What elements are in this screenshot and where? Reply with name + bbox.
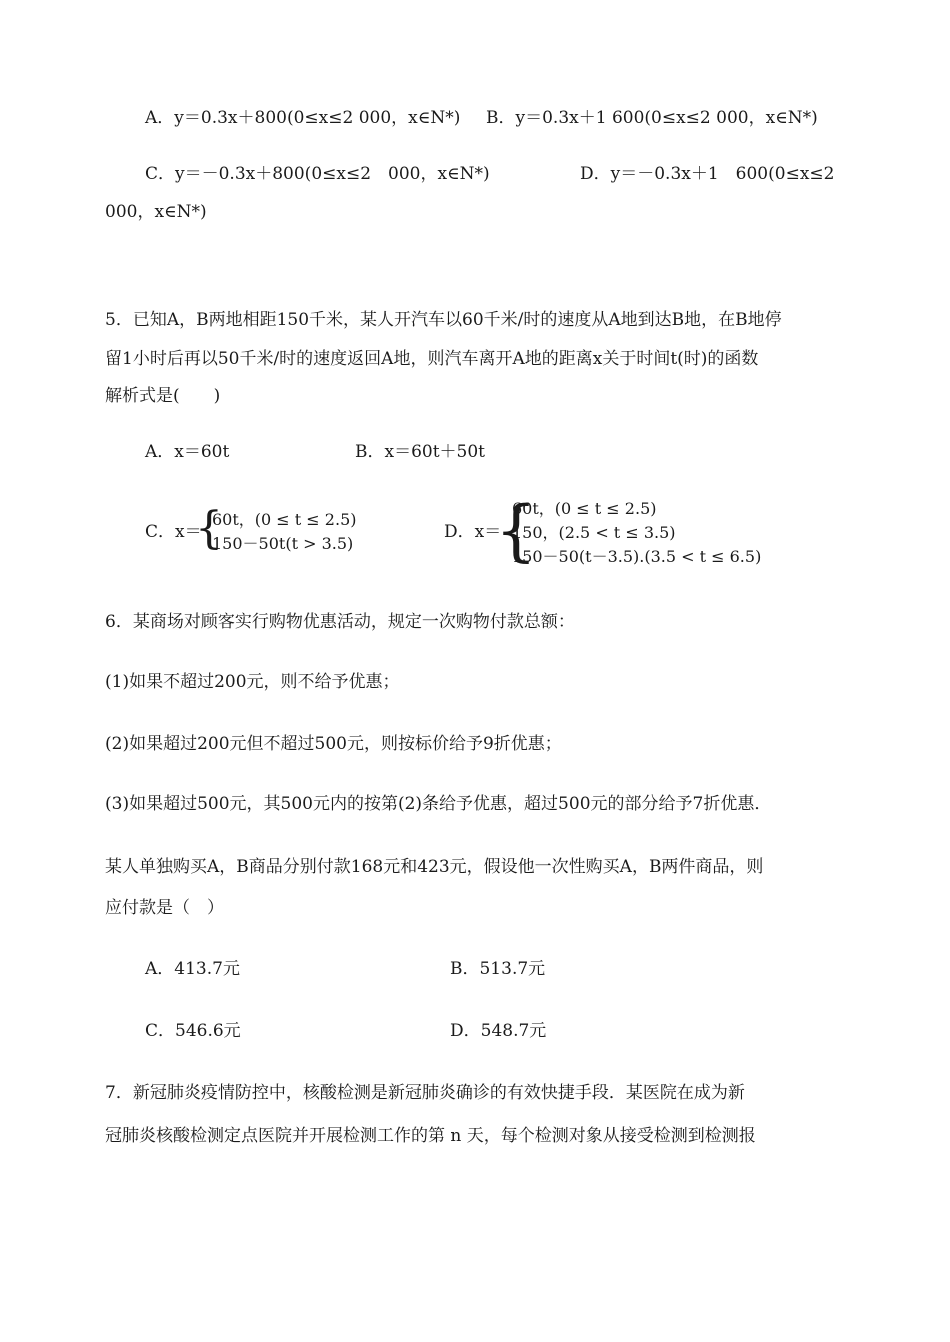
q5-option-c	[145, 502, 405, 562]
q6-rule-2: (2)如果超过200元但不超过500元，则按标价给予9折优惠；	[105, 734, 562, 754]
q6-question-line1: 某人单独购买A，B商品分别付款168元和423元，假设他一次性购买A，B两件商品，则	[105, 857, 764, 877]
q6-rule-1: (1)如果不超过200元，则不给予优惠；	[105, 672, 400, 692]
brace-icon: {	[195, 503, 223, 554]
q6-question-line2: 应付款是（ ）	[105, 898, 224, 918]
q6-option-a: A．413.7元	[145, 959, 240, 979]
q5-option-d-case3: 150－50(t－3.5).(3.5 < t ≤ 6.5)	[512, 547, 762, 566]
q5-option-b: B．x＝60t＋50t	[355, 442, 486, 462]
q4-option-b: B．y＝0.3x＋1 600(0≤x≤2 000，x∈N*)	[486, 108, 818, 128]
q5-option-d-case1: 60t，(0 ≤ t ≤ 2.5)	[512, 499, 657, 518]
q6-stem-line1: 6．某商场对顾客实行购物优惠活动，规定一次购物付款总额：	[105, 612, 575, 632]
q4-option-c: C．y＝－0.3x＋800(0≤x≤2 000，x∈N*)	[145, 164, 490, 184]
q4-option-d: D．y＝－0.3x＋1 600(0≤x≤2	[580, 164, 835, 184]
q6-rule-3: (3)如果超过500元，其500元内的按第(2)条给予优惠，超过500元的部分给予7折优惠．	[105, 794, 772, 814]
q5-stem-line3: 解析式是( )	[105, 386, 221, 406]
q7-stem-line2: 冠肺炎核酸检测定点医院并开展检测工作的第 n 天，每个检测对象从接受检测到检测报	[105, 1126, 756, 1146]
q5-option-c-case2: 150－50t(t > 3.5)	[212, 534, 354, 553]
q5-option-c-case1: 60t，(0 ≤ t ≤ 2.5)	[212, 510, 357, 529]
brace-icon: {	[495, 492, 537, 569]
q4-option-d-continued: 000，x∈N*)	[105, 202, 207, 222]
q5-stem-line2: 留1小时后再以50千米/时的速度返回A地，则汽车离开A地的距离x关于时间t(时)的函数	[105, 349, 759, 369]
q5-option-d-label: D．x＝	[444, 522, 502, 542]
q6-option-b: B．513.7元	[450, 959, 546, 979]
q7-stem-line1: 7．新冠肺炎疫情防控中，核酸检测是新冠肺炎确诊的有效快捷手段．某医院在成为新	[105, 1083, 745, 1103]
q6-option-d: D．548.7元	[450, 1021, 547, 1041]
q5-stem-line1: 5．已知A，B两地相距150千米，某人开汽车以60千米/时的速度从A地到达B地，在B地停	[105, 310, 782, 330]
q5-option-d-case2: 150，(2.5 < t ≤ 3.5)	[512, 523, 676, 542]
q4-option-a: A．y＝0.3x＋800(0≤x≤2 000，x∈N*)	[145, 108, 461, 128]
q6-option-c: C．546.6元	[145, 1021, 241, 1041]
q5-option-d	[444, 494, 784, 574]
q5-option-c-label: C．x＝	[145, 522, 202, 542]
q5-option-a: A．x＝60t	[145, 442, 230, 462]
